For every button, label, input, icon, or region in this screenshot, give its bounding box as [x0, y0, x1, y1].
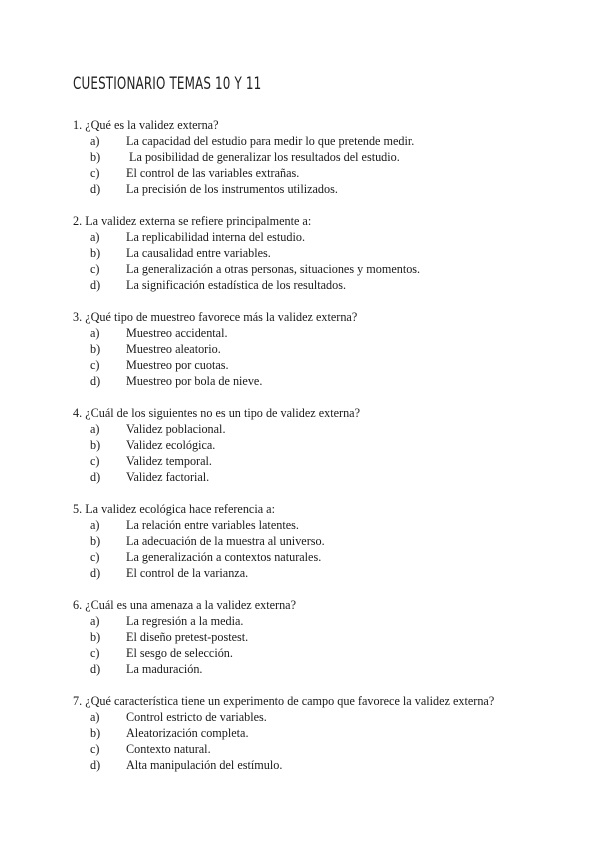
option-letter: b) — [90, 438, 101, 452]
option-letter: a) — [90, 230, 100, 244]
option-text: Aleatorización completa. — [126, 726, 249, 740]
option-a — [73, 421, 573, 437]
option-letter: b) — [90, 630, 101, 644]
option-text: El control de las variables extrañas. — [126, 166, 300, 180]
option-b — [73, 245, 573, 261]
option-text: Muestreo aleatorio. — [126, 342, 221, 356]
question-6 — [73, 597, 573, 693]
option-list — [73, 229, 573, 293]
option-letter: a) — [90, 614, 100, 628]
option-a — [73, 517, 573, 533]
question-1 — [73, 117, 573, 213]
option-a — [73, 325, 573, 341]
option-text: La relación entre variables latentes. — [126, 518, 299, 532]
option-letter: b) — [90, 150, 101, 164]
option-letter: d) — [90, 278, 101, 292]
option-letter: d) — [90, 662, 101, 676]
option-letter: c) — [90, 550, 100, 564]
option-letter: b) — [90, 534, 101, 548]
option-letter: c) — [90, 166, 100, 180]
question-text: 6. ¿Cuál es una amenaza a la validez externa? — [73, 598, 296, 612]
question-list — [73, 117, 573, 789]
option-text: Muestreo por bola de nieve. — [126, 374, 263, 388]
option-b — [73, 629, 573, 645]
option-letter: a) — [90, 518, 100, 532]
option-text: La generalización a contextos naturales. — [126, 550, 322, 564]
option-b — [73, 149, 573, 165]
option-list — [73, 325, 573, 389]
question-text: 7. ¿Qué característica tiene un experimento de campo que favorece la validez externa? — [73, 694, 495, 708]
option-text: El control de la varianza. — [126, 566, 249, 580]
option-a — [73, 229, 573, 245]
option-b — [73, 341, 573, 357]
option-text: El sesgo de selección. — [126, 646, 233, 660]
option-text: La regresión a la media. — [126, 614, 244, 628]
option-list — [73, 133, 573, 197]
option-text: La causalidad entre variables. — [126, 246, 271, 260]
option-c — [73, 549, 573, 565]
option-text: La capacidad del estudio para medir lo que pretende medir. — [126, 134, 415, 148]
option-list — [73, 709, 573, 773]
option-c — [73, 357, 573, 373]
option-letter: a) — [90, 710, 100, 724]
option-a — [73, 709, 573, 725]
option-text: La precisión de los instrumentos utilizados. — [126, 182, 338, 196]
option-d — [73, 757, 573, 773]
option-text: Validez ecológica. — [126, 438, 216, 452]
option-text: Validez poblacional. — [126, 422, 226, 436]
option-text: Validez factorial. — [126, 470, 210, 484]
page-title: CUESTIONARIO TEMAS 10 Y 11 — [73, 74, 262, 94]
question-5 — [73, 501, 573, 597]
option-text: La adecuación de la muestra al universo. — [126, 534, 325, 548]
option-letter: c) — [90, 358, 100, 372]
option-letter: d) — [90, 470, 101, 484]
option-c — [73, 453, 573, 469]
question-4 — [73, 405, 573, 501]
option-a — [73, 133, 573, 149]
option-letter: b) — [90, 726, 101, 740]
option-b — [73, 725, 573, 741]
option-d — [73, 373, 573, 389]
option-c — [73, 645, 573, 661]
option-d — [73, 469, 573, 485]
option-text: Muestreo accidental. — [126, 326, 228, 340]
question-text: 4. ¿Cuál de los siguientes no es un tipo de validez externa? — [73, 406, 361, 420]
option-list — [73, 517, 573, 581]
option-letter: c) — [90, 262, 100, 276]
option-d — [73, 661, 573, 677]
option-letter: c) — [90, 454, 100, 468]
option-b — [73, 437, 573, 453]
option-text: El diseño pretest-postest. — [126, 630, 249, 644]
option-list — [73, 613, 573, 677]
question-text: 3. ¿Qué tipo de muestreo favorece más la validez externa? — [73, 310, 358, 324]
option-letter: d) — [90, 182, 101, 196]
question-text: 1. ¿Qué es la validez externa? — [73, 118, 219, 132]
option-letter: a) — [90, 422, 100, 436]
option-text: La posibilidad de generalizar los resultados del estudio. — [126, 150, 400, 164]
option-text: Control estricto de variables. — [126, 710, 267, 724]
question-2 — [73, 213, 573, 309]
question-text: 5. La validez ecológica hace referencia a: — [73, 502, 275, 516]
option-list — [73, 421, 573, 485]
question-text: 2. La validez externa se refiere principalmente a: — [73, 214, 312, 228]
option-text: La maduración. — [126, 662, 203, 676]
option-text: La generalización a otras personas, situaciones y momentos. — [126, 262, 421, 276]
option-text: La significación estadística de los resultados. — [126, 278, 346, 292]
option-c — [73, 165, 573, 181]
option-letter: a) — [90, 326, 100, 340]
question-7 — [73, 693, 573, 789]
option-d — [73, 181, 573, 197]
option-text: La replicabilidad interna del estudio. — [126, 230, 306, 244]
option-c — [73, 261, 573, 277]
option-b — [73, 533, 573, 549]
option-letter: a) — [90, 134, 100, 148]
option-a — [73, 613, 573, 629]
option-c — [73, 741, 573, 757]
option-text: Contexto natural. — [126, 742, 211, 756]
option-text: Alta manipulación del estímulo. — [126, 758, 283, 772]
option-d — [73, 277, 573, 293]
option-letter: c) — [90, 646, 100, 660]
option-d — [73, 565, 573, 581]
option-text: Validez temporal. — [126, 454, 212, 468]
option-letter: d) — [90, 758, 101, 772]
question-3 — [73, 309, 573, 405]
option-letter: d) — [90, 566, 101, 580]
option-letter: c) — [90, 742, 100, 756]
option-letter: d) — [90, 374, 101, 388]
option-text: Muestreo por cuotas. — [126, 358, 229, 372]
option-letter: b) — [90, 342, 101, 356]
option-letter: b) — [90, 246, 101, 260]
